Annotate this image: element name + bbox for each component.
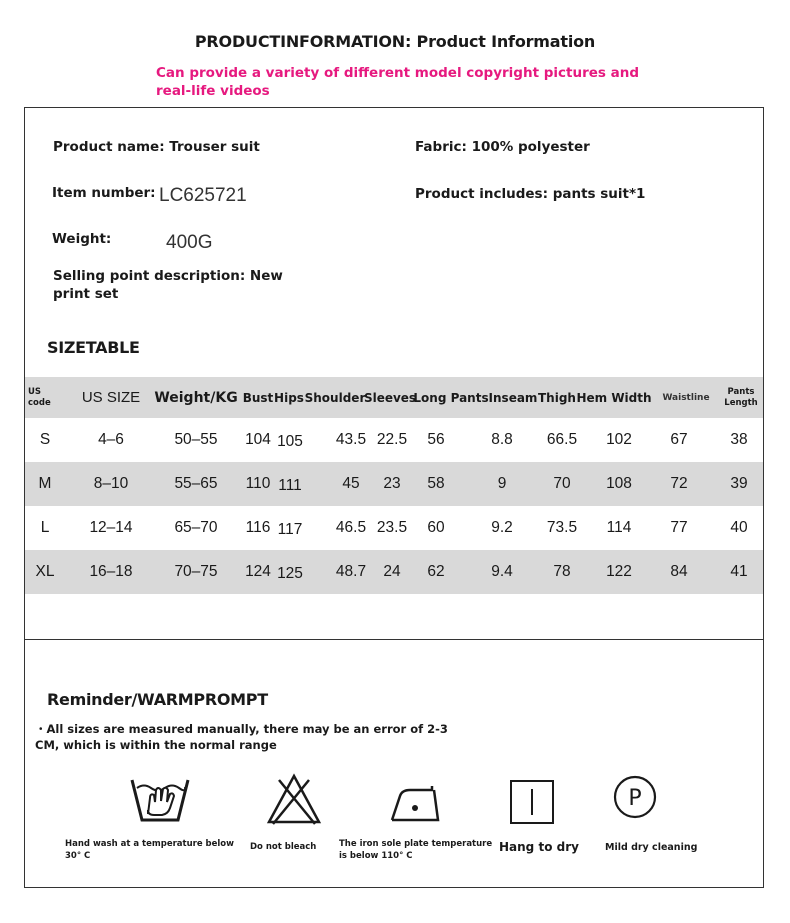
product-name: Product name: Trouser suit — [53, 139, 260, 155]
dry-clean-label: Mild dry cleaning — [605, 842, 698, 853]
table-cell: 70–75 — [174, 563, 218, 580]
size-table-header — [25, 377, 763, 418]
weight-label: Weight: — [52, 231, 112, 247]
reminder-text-line1: ・All sizes are measured manually, there may be an error of 2-3 — [35, 722, 448, 736]
table-cell: 55–65 — [174, 475, 218, 492]
table-cell: 117 — [277, 521, 303, 538]
selling-point-line1: Selling point description: New — [53, 268, 283, 284]
table-cell: 22.5 — [376, 431, 408, 448]
table-cell: 66.5 — [546, 431, 578, 448]
hand-wash-label-line1: Hand wash at a temperature below — [65, 839, 235, 849]
table-cell: 9 — [497, 475, 507, 492]
table-cell: 125 — [277, 565, 303, 582]
table-cell: 24 — [383, 563, 401, 580]
header-us-code — [25, 377, 51, 418]
table-cell: 72 — [670, 475, 688, 492]
weight-value: 400G — [166, 232, 213, 253]
no-bleach-label: Do not bleach — [250, 842, 317, 852]
table-cell: 38 — [730, 431, 748, 448]
header-us-size: US SIZE — [81, 389, 141, 406]
table-row — [25, 550, 763, 594]
size-table-body — [25, 418, 763, 594]
table-cell: XL — [35, 563, 55, 580]
table-cell: 39 — [730, 475, 748, 492]
table-cell: 78 — [553, 563, 571, 580]
table-cell: 62 — [427, 563, 445, 580]
header-inseam: Inseam — [488, 390, 538, 405]
table-cell: 56 — [427, 431, 445, 448]
table-cell: 43.5 — [335, 431, 367, 448]
table-cell: 84 — [670, 563, 688, 580]
hand-wash-label-line2: 30° C — [65, 851, 91, 861]
no-bleach-icon — [265, 772, 323, 828]
header-thigh: Thigh — [538, 390, 576, 405]
table-row — [25, 506, 763, 550]
table-cell: 45 — [342, 475, 360, 492]
item-number-value: LC625721 — [159, 185, 247, 206]
header-us-code-line1: US — [28, 386, 42, 397]
header-hem-width: Hem Width — [576, 390, 652, 405]
table-cell: 70 — [553, 475, 571, 492]
table-cell: 111 — [278, 477, 302, 494]
table-cell: 104 — [245, 431, 271, 448]
table-cell: 12–14 — [89, 519, 133, 536]
table-cell: 60 — [427, 519, 445, 536]
item-number-label: Item number: — [52, 185, 156, 201]
header-us-code-line2: code — [28, 397, 51, 408]
hang-dry-icon — [509, 779, 555, 825]
table-cell: 58 — [427, 475, 445, 492]
hang-dry-label: Hang to dry — [499, 840, 579, 854]
table-cell: 114 — [606, 519, 632, 536]
header-hips: Hips — [274, 390, 304, 405]
table-cell: S — [39, 431, 51, 448]
hand-wash-icon — [128, 774, 192, 826]
reminder-title: Reminder/WARMPROMPT — [47, 690, 268, 709]
table-cell: 23.5 — [376, 519, 408, 536]
size-table — [25, 377, 763, 594]
selling-point-line2: print set — [53, 286, 119, 302]
header-weight: Weight/KG — [154, 389, 238, 406]
reminder-text-line2: CM, which is within the normal range — [35, 738, 277, 752]
includes-label: Product includes: pants suit*1 — [415, 186, 646, 202]
table-cell: 8.8 — [491, 431, 513, 448]
dry-clean-symbol: P — [628, 786, 642, 811]
table-cell: 116 — [245, 519, 271, 536]
table-cell: 50–55 — [174, 431, 218, 448]
table-cell: 67 — [670, 431, 688, 448]
table-cell: 40 — [730, 519, 748, 536]
page-subtitle: Can provide a variety of different model copyright pictures and real-life videos — [156, 65, 640, 99]
table-cell: 16–18 — [89, 563, 133, 580]
table-row — [25, 418, 763, 462]
table-cell: 4–6 — [98, 431, 124, 448]
table-cell: 41 — [730, 563, 748, 580]
fabric-label: Fabric: 100% polyester — [415, 139, 590, 155]
table-cell: 73.5 — [546, 519, 578, 536]
header-waistline: Waistline — [662, 392, 710, 403]
iron-icon — [388, 778, 442, 824]
reminder-text — [35, 721, 455, 753]
table-cell: 9.2 — [491, 519, 513, 536]
table-cell: 9.4 — [491, 563, 513, 580]
iron-label-line1: The iron sole plate temperature — [339, 839, 493, 849]
header-shoulder: Shoulder — [304, 390, 366, 405]
header-long-pants: Long Pants — [413, 390, 489, 405]
table-cell: 102 — [606, 431, 632, 448]
iron-label-line2: is below 110° C — [339, 851, 413, 861]
table-cell: 65–70 — [174, 519, 218, 536]
table-cell: 23 — [383, 475, 401, 492]
table-cell: 110 — [245, 475, 271, 492]
table-cell: 77 — [670, 519, 688, 536]
table-cell: M — [38, 475, 52, 492]
table-cell: 124 — [245, 563, 271, 580]
table-cell: 48.7 — [335, 563, 367, 580]
header-bust: Bust — [242, 390, 274, 405]
header-sleeves: Sleeves — [363, 390, 417, 405]
table-cell: 122 — [606, 563, 632, 580]
header-pants-length-line2: Length — [724, 397, 758, 408]
dry-clean-icon — [612, 774, 658, 820]
table-cell: 46.5 — [335, 519, 367, 536]
table-cell: 8–10 — [93, 475, 129, 492]
table-cell: L — [40, 519, 50, 536]
table-cell: 108 — [606, 475, 632, 492]
table-cell: 105 — [277, 433, 303, 450]
table-row — [25, 462, 763, 506]
page-title: PRODUCTINFORMATION: Product Information — [194, 32, 596, 51]
header-pants-length — [719, 377, 763, 418]
header-pants-length-line1: Pants — [727, 386, 755, 397]
size-table-title: SIZETABLE — [47, 338, 140, 357]
